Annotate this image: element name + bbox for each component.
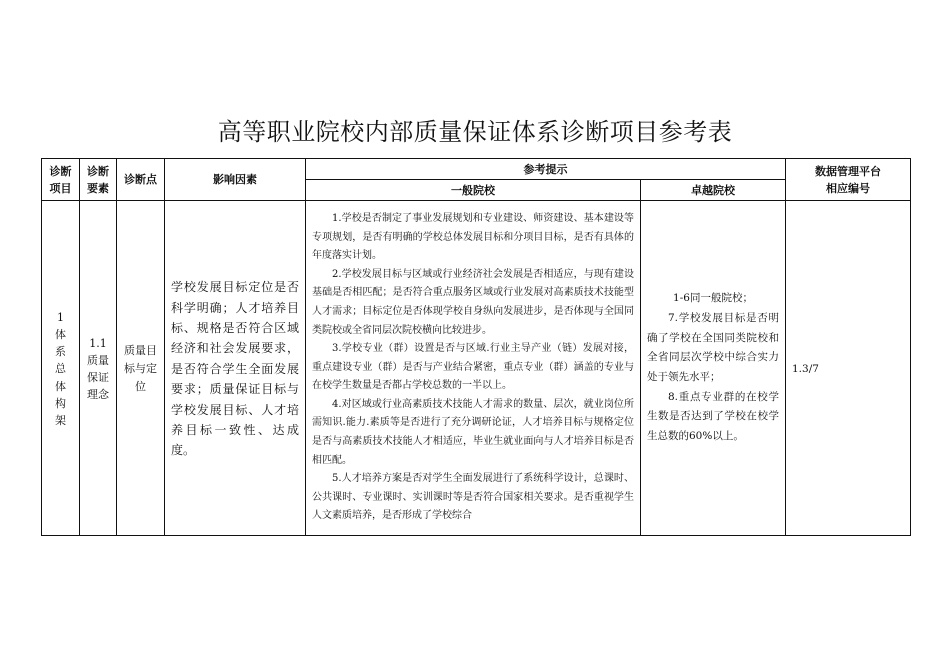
page-title: 高等职业院校内部质量保证体系诊断项目参考表	[217, 118, 733, 146]
excellent-item: 8.重点专业群的在校学生数是否达到了学校在校学生总数的60%以上。	[647, 390, 779, 443]
header-excellent-colleges: 卓越院校	[641, 180, 786, 201]
project-cell: 1 体 系 总 体 构 架	[42, 201, 80, 536]
header-general-colleges: 一般院校	[306, 180, 641, 201]
diagnosis-reference-table	[41, 158, 911, 536]
general-item: 1.学校是否制定了事业发展规划和专业建设、师资建设、基本建设等专项规划，是否有明确的学校总体发展目标和分项目目标，是否有具体的年度落实计划。	[312, 212, 634, 262]
diagnosis-point-cell: 质量目标与定位	[117, 201, 165, 536]
general-item: 2.学校发展目标与区域或行业经济社会发展是否相适应，与现有建设基础是否相匹配；是否符合重点服务区域或行业发展对高素质技术技能型人才需求；目标定位是否体现学校自身纵向发展进步，是否体现与全国同类院校或全省同层次院校横向比较进步。	[312, 268, 634, 336]
header-reference-hints: 参考提示	[306, 159, 786, 180]
platform-code-cell: 1.3/7	[786, 201, 911, 536]
influencing-factors-cell: 学校发展目标定位是否科学明确；人才培养目标、规格是否符合区域经济和社会发展要求，是否符合学生全面发展要求；质量保证目标与学校发展目标、人才培养目标一致性、达成度。	[165, 201, 306, 536]
excellent-item: 7.学校发展目标是否明确了学校在全国同类院校和全省同层次学校中综合实力处于领先水平；	[647, 311, 779, 383]
general-colleges-cell	[306, 201, 641, 536]
header-data-platform-code: 数据管理平台 相应编号	[786, 159, 911, 201]
header-diagnosis-point: 诊断点	[117, 159, 165, 201]
excellent-item: 1-6同一般院校；	[673, 292, 753, 305]
general-item: 4.对区域或行业高素质技术技能人才需求的数量、层次，就业岗位所需知识.能力.素质等是否进行了充分调研论证，人才培养目标与规格定位是否与高素质技术技能人才相适应，毕业生就业面向与人才培养目标是否相匹配。	[312, 398, 634, 466]
general-item: 3.学校专业（群）设置是否与区域.行业主导产业（链）发展对接，重点建设专业（群）是否与产业结合紧密，重点专业（群）涵盖的专业与在校学生数量是否都占学校总数的一半以上。	[312, 343, 634, 392]
table-row	[42, 201, 911, 536]
header-diagnosis-project: 诊断 项目	[42, 159, 80, 201]
element-cell: 1.1 质量 保证 理念	[80, 201, 117, 536]
header-influencing-factors: 影响因素	[165, 159, 306, 201]
header-diagnosis-element: 诊断 要素	[80, 159, 117, 201]
excellent-colleges-cell	[641, 201, 786, 536]
general-item: 5.人才培养方案是否对学生全面发展进行了系统科学设计，总课时、公共课时、专业课时、实训课时等是否符合国家相关要求。是否重视学生人文素质培养，是否形成了学校综合	[312, 473, 634, 522]
